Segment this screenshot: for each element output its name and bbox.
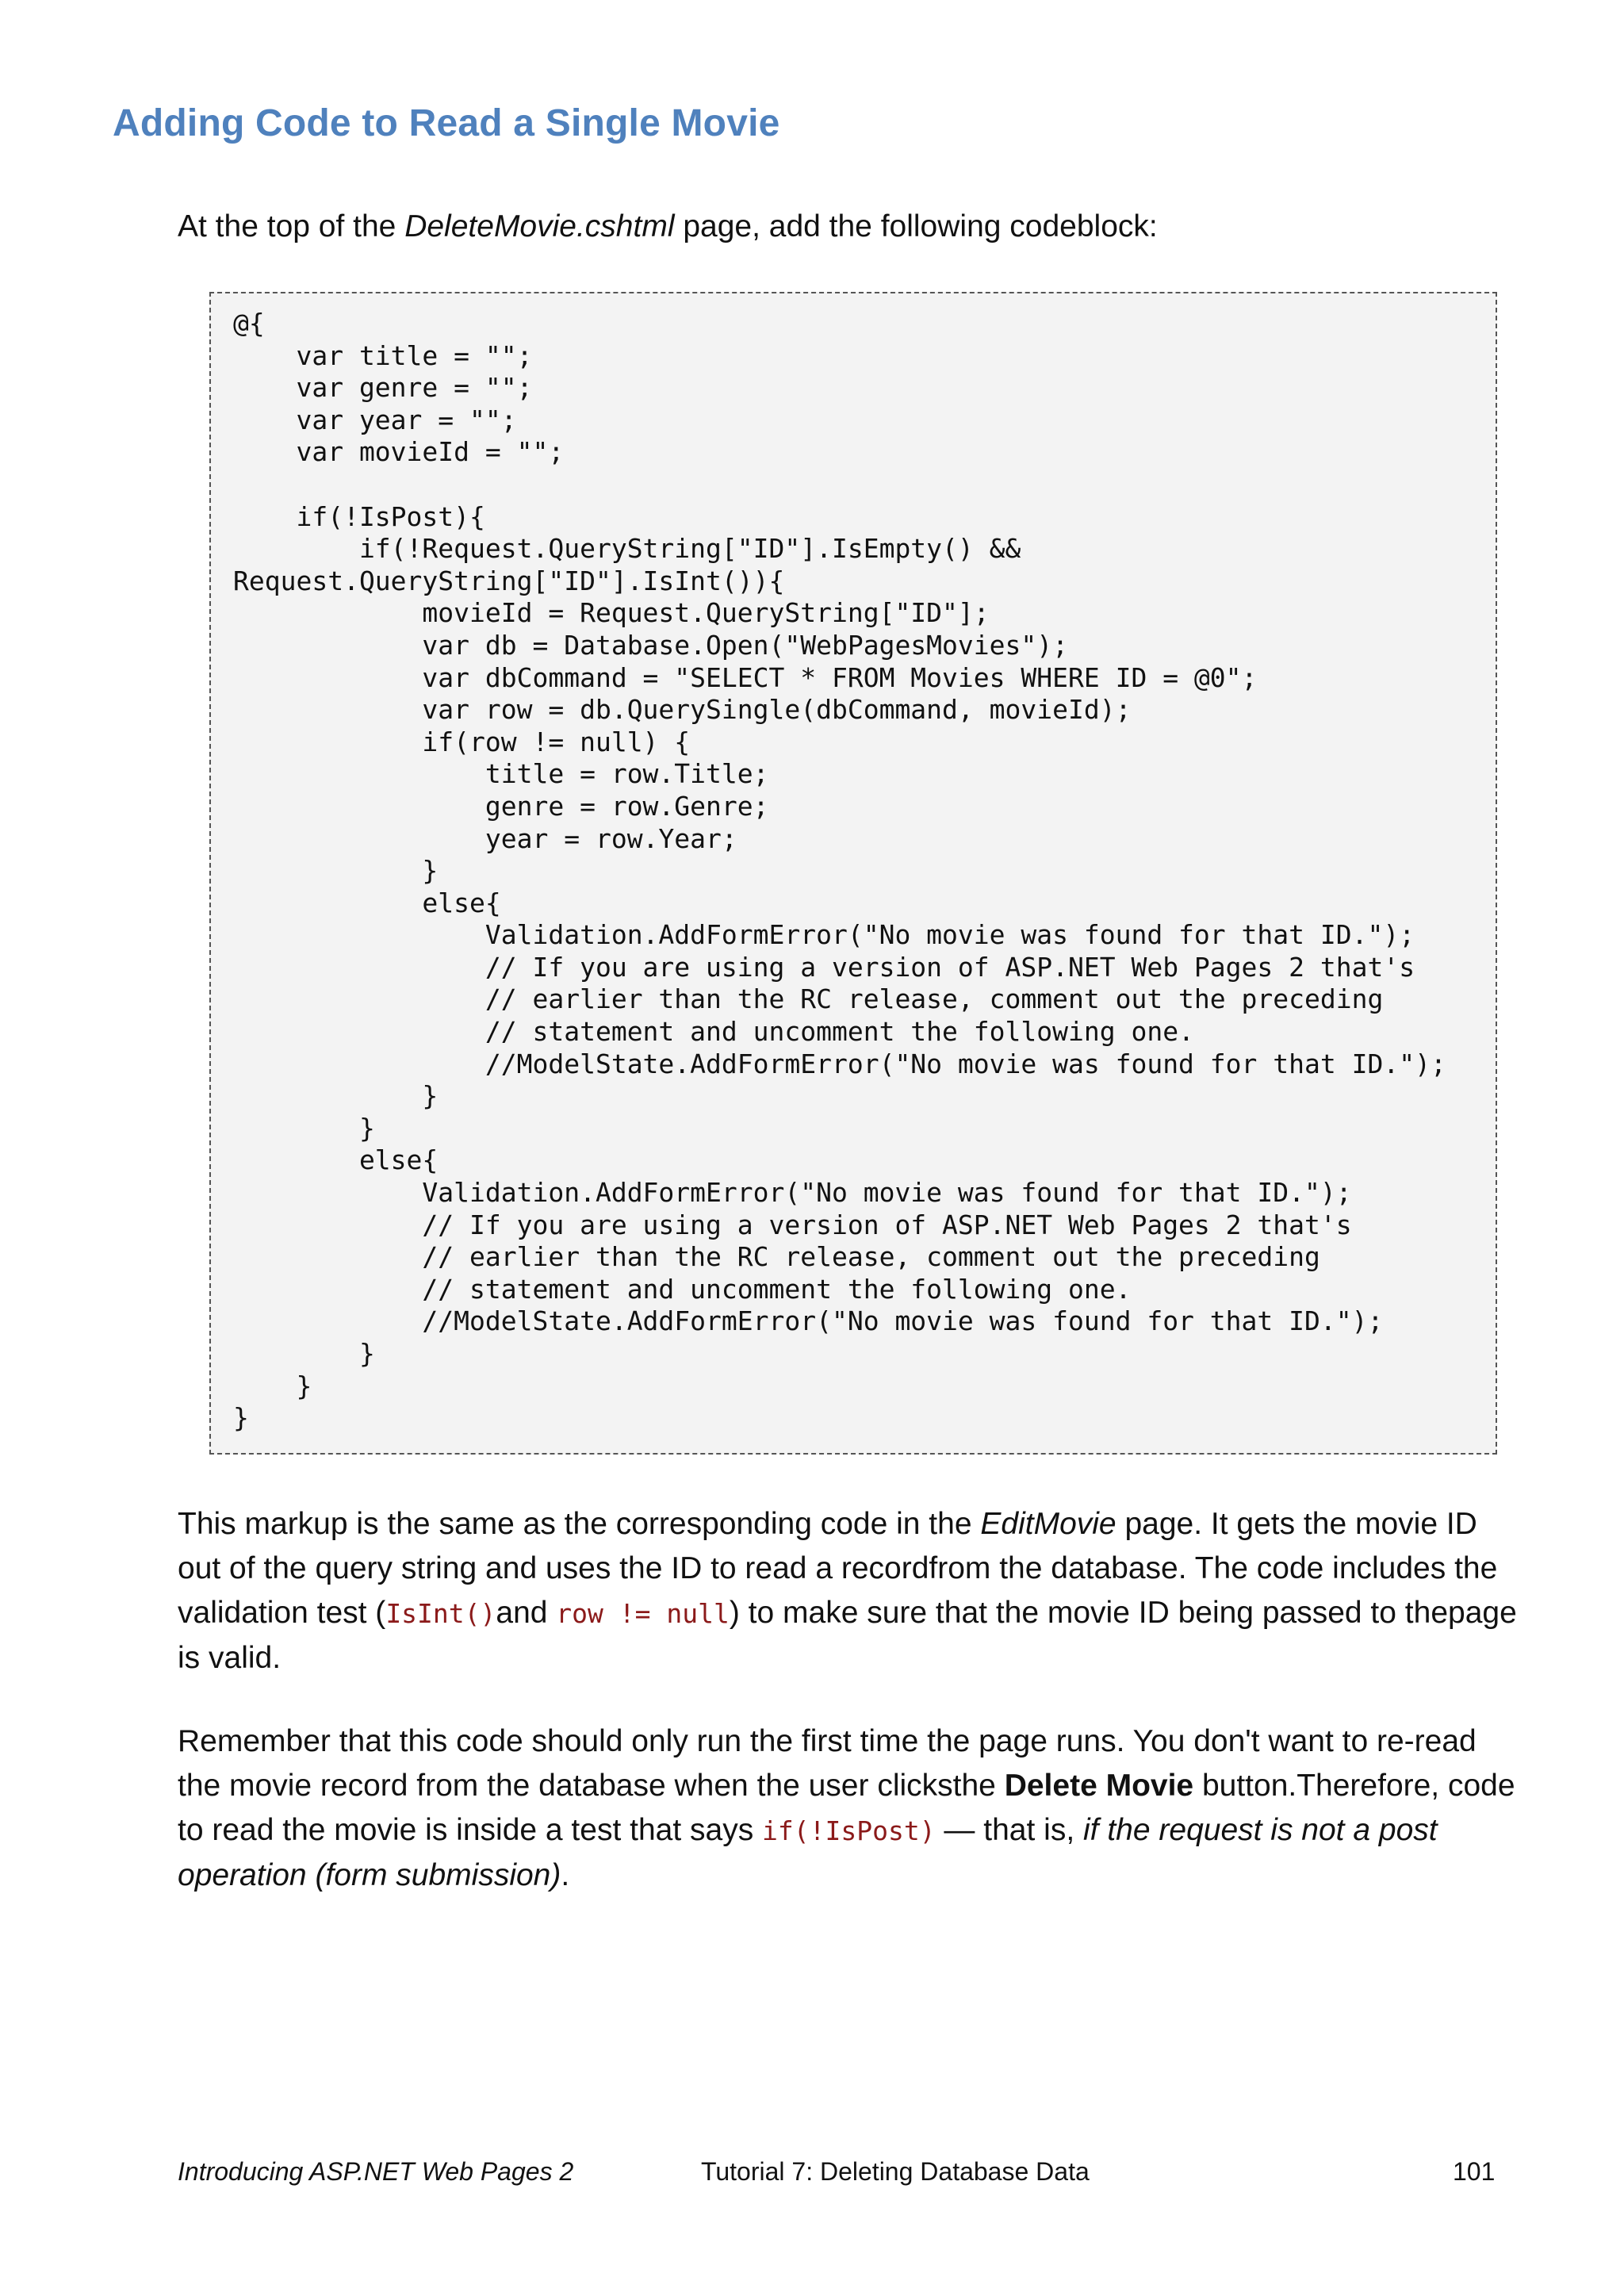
inline-code: IsInt() — [385, 1598, 496, 1629]
code-block — [209, 292, 1497, 1455]
explanation-paragraph — [178, 1502, 1526, 1681]
footer-chapter: Tutorial 7: Deleting Database Data — [701, 2157, 1090, 2186]
button-name: Delete Movie — [1004, 1769, 1194, 1803]
para-text: button.Therefore, code to read the movie is inside a test that says — [178, 1769, 1515, 1847]
file-name: DeleteMovie.cshtml — [404, 209, 675, 243]
intro-paragraph — [178, 205, 1526, 249]
section-heading: Adding Code to Read a Single Movie — [113, 102, 780, 144]
code-listing: @{ var title = ""; var genre = ""; var year = ""; var movieId = ""; if(!IsPost){ if(!Request.QueryString["ID"].IsEmpty() && Request.QueryString["ID"].IsInt()){ movieId = Request.QueryString["ID"]; var db = Database.Open("WebPagesMovies"); var dbCommand = "SELECT * FROM Movies WHERE ID = @0"; var row = db.QuerySingle(dbCommand, movieId); if(row != null) { title = row.Title; genre = row.Genre; year = row.Year; } else{ Validation.AddFormError("No movie was found for that ID."); // If you are using a version of ASP.NET Web Pages 2 that's // earlier than the RC release, comment out the preceding // statement and uncomment the following one. //ModelState.AddFormError("No movie was found for that ID."); } } else{ Validation.AddFormError("No movie was found for that ID."); // If you are using a version of ASP.NET Web Pages 2 that's // earlier than the RC release, comment out the preceding // statement and uncomment the following one. //ModelState.AddFormError("No movie was found for that ID."); } } } — [233, 308, 1446, 1434]
para-text: . — [561, 1858, 570, 1892]
para-text: Remember that this code should only run the first time the page runs. You don't want to re-read the movie record from the database when the user clicksthe — [178, 1724, 1477, 1803]
intro-text: At the top of the — [178, 209, 405, 243]
para-text: — that is, — [935, 1813, 1083, 1847]
page-name: EditMovie — [980, 1507, 1116, 1541]
inline-code: if(!IsPost) — [762, 1815, 936, 1846]
footer-book-title: Introducing ASP.NET Web Pages 2 — [178, 2157, 574, 2186]
page-number: 101 — [1453, 2157, 1496, 2186]
emphasis-text: if the request is not a post operation (form submission) — [178, 1813, 1438, 1892]
para-text: This markup is the same as the corresponding code in the — [178, 1507, 981, 1541]
para-text: ) to make sure that the movie ID being passed to thepage is valid. — [178, 1596, 1517, 1675]
reminder-paragraph — [178, 1719, 1526, 1898]
para-text: and — [496, 1596, 557, 1630]
para-text: page. It gets the movie ID out of the query string and uses the ID to read a recordfrom the database. The code includes the validation test ( — [178, 1507, 1498, 1630]
inline-code: row != null — [556, 1598, 730, 1629]
intro-text-end: page, add the following codeblock: — [674, 209, 1158, 243]
